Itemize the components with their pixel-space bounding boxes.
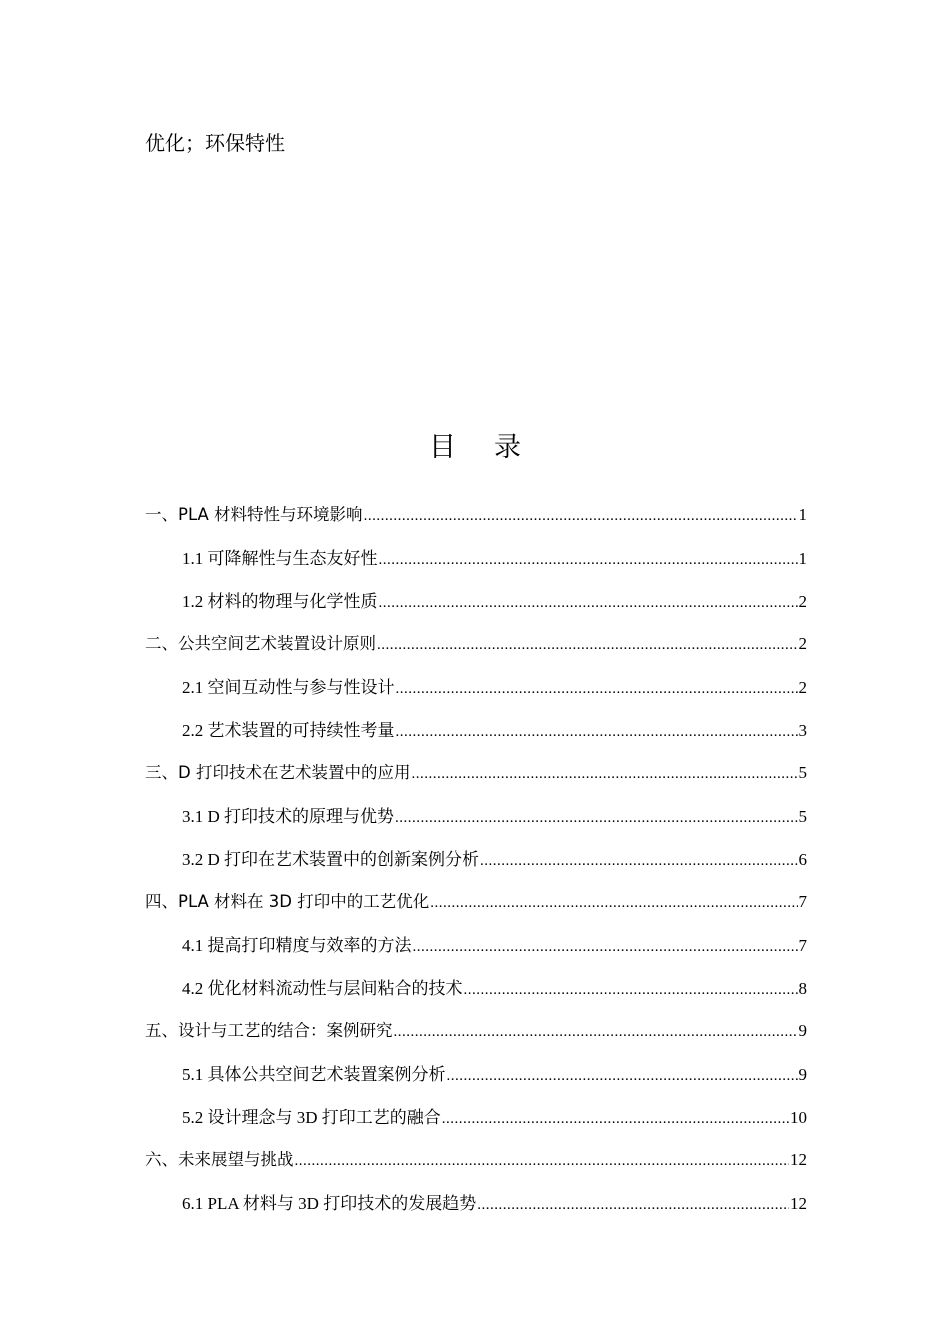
toc-entry-text: 一、PLA 材料特性与环境影响	[145, 505, 363, 524]
toc-leader-dots	[411, 766, 797, 783]
toc-page-number: 10	[790, 1108, 807, 1127]
toc-entry[interactable]	[145, 587, 807, 630]
toc-title-char-1: 目	[429, 432, 456, 463]
toc-leader-dots	[447, 1068, 798, 1085]
toc-leader-dots	[396, 681, 798, 698]
toc-page-number: 9	[798, 1065, 807, 1084]
toc-leader-dots	[464, 982, 798, 999]
toc-entry-text: 5.1 具体公共空间艺术装置案例分析	[182, 1065, 446, 1084]
toc-entry-text: 四、PLA 材料在 3D 打印中的工艺优化	[145, 892, 430, 911]
toc-title-char-2: 录	[494, 432, 521, 463]
toc-title	[0, 425, 950, 464]
toc-entry-text: 6.1 PLA 材料与 3D 打印技术的发展趋势	[182, 1194, 477, 1213]
toc-entry-text: 2.2 艺术装置的可持续性考量	[182, 721, 395, 740]
toc-entry-text: 五、设计与工艺的结合：案例研究	[145, 1021, 393, 1040]
toc-entry[interactable]	[145, 1146, 807, 1189]
toc-entry[interactable]	[145, 931, 807, 974]
toc-entry[interactable]	[145, 888, 807, 931]
toc-leader-dots	[377, 637, 798, 654]
toc-entry-text: 5.2 设计理念与 3D 打印工艺的融合	[182, 1108, 441, 1127]
toc-leader-dots	[379, 552, 798, 569]
toc-entry-text: 3.1 D 打印技术的原理与优势	[182, 807, 395, 826]
toc-entry-text: 2.1 空间互动性与参与性设计	[182, 678, 395, 697]
toc-leader-dots	[430, 895, 797, 912]
toc-entry[interactable]	[145, 673, 807, 716]
toc-entry-text: 4.1 提高打印精度与效率的方法	[182, 936, 412, 955]
toc-page-number: 8	[798, 979, 807, 998]
toc-entry-text: 1.2 材料的物理与化学性质	[182, 592, 378, 611]
toc-entry[interactable]	[145, 759, 807, 802]
toc-entry[interactable]	[145, 716, 807, 759]
toc-entry[interactable]	[145, 974, 807, 1017]
toc-entry[interactable]	[145, 501, 807, 544]
toc-page-number: 2	[798, 678, 807, 697]
toc-entry[interactable]	[145, 630, 807, 673]
body-text-fragment: 优化；环保特性	[145, 133, 285, 155]
toc-leader-dots	[364, 508, 798, 525]
toc-entry[interactable]	[145, 1017, 807, 1060]
toc-page-number: 2	[798, 634, 807, 653]
toc-leader-dots	[477, 1197, 789, 1214]
toc-entry[interactable]	[145, 802, 807, 845]
table-of-contents	[145, 501, 807, 1232]
toc-page-number: 5	[798, 763, 807, 782]
toc-page-number: 7	[798, 892, 807, 911]
toc-entry-text: 1.1 可降解性与生态友好性	[182, 549, 378, 568]
toc-page-number: 9	[798, 1021, 807, 1040]
toc-leader-dots	[396, 724, 798, 741]
toc-entry[interactable]	[145, 845, 807, 888]
toc-entry-text: 三、D 打印技术在艺术装置中的应用	[145, 763, 411, 782]
toc-leader-dots	[394, 1024, 798, 1041]
toc-page-number: 3	[798, 721, 807, 740]
toc-leader-dots	[295, 1153, 790, 1170]
toc-leader-dots	[480, 853, 797, 870]
toc-entry[interactable]	[145, 1103, 807, 1146]
toc-entry-text: 六、未来展望与挑战	[145, 1150, 294, 1169]
toc-page-number: 12	[790, 1150, 807, 1169]
toc-page-number: 5	[798, 807, 807, 826]
toc-page-number: 1	[798, 505, 807, 524]
toc-entry-text: 4.2 优化材料流动性与层间粘合的技术	[182, 979, 463, 998]
toc-leader-dots	[413, 939, 798, 956]
toc-entry[interactable]	[145, 1189, 807, 1232]
toc-page-number: 7	[798, 936, 807, 955]
toc-page-number: 6	[798, 850, 807, 869]
toc-entry-text: 二、公共空间艺术装置设计原则	[145, 634, 376, 653]
toc-entry[interactable]	[145, 544, 807, 587]
toc-page-number: 12	[790, 1194, 807, 1213]
toc-page-number: 1	[798, 549, 807, 568]
toc-entry[interactable]	[145, 1060, 807, 1103]
toc-leader-dots	[442, 1111, 789, 1128]
toc-leader-dots	[379, 595, 798, 612]
toc-page-number: 2	[798, 592, 807, 611]
toc-entry-text: 3.2 D 打印在艺术装置中的创新案例分析	[182, 850, 480, 869]
toc-leader-dots	[395, 810, 797, 827]
